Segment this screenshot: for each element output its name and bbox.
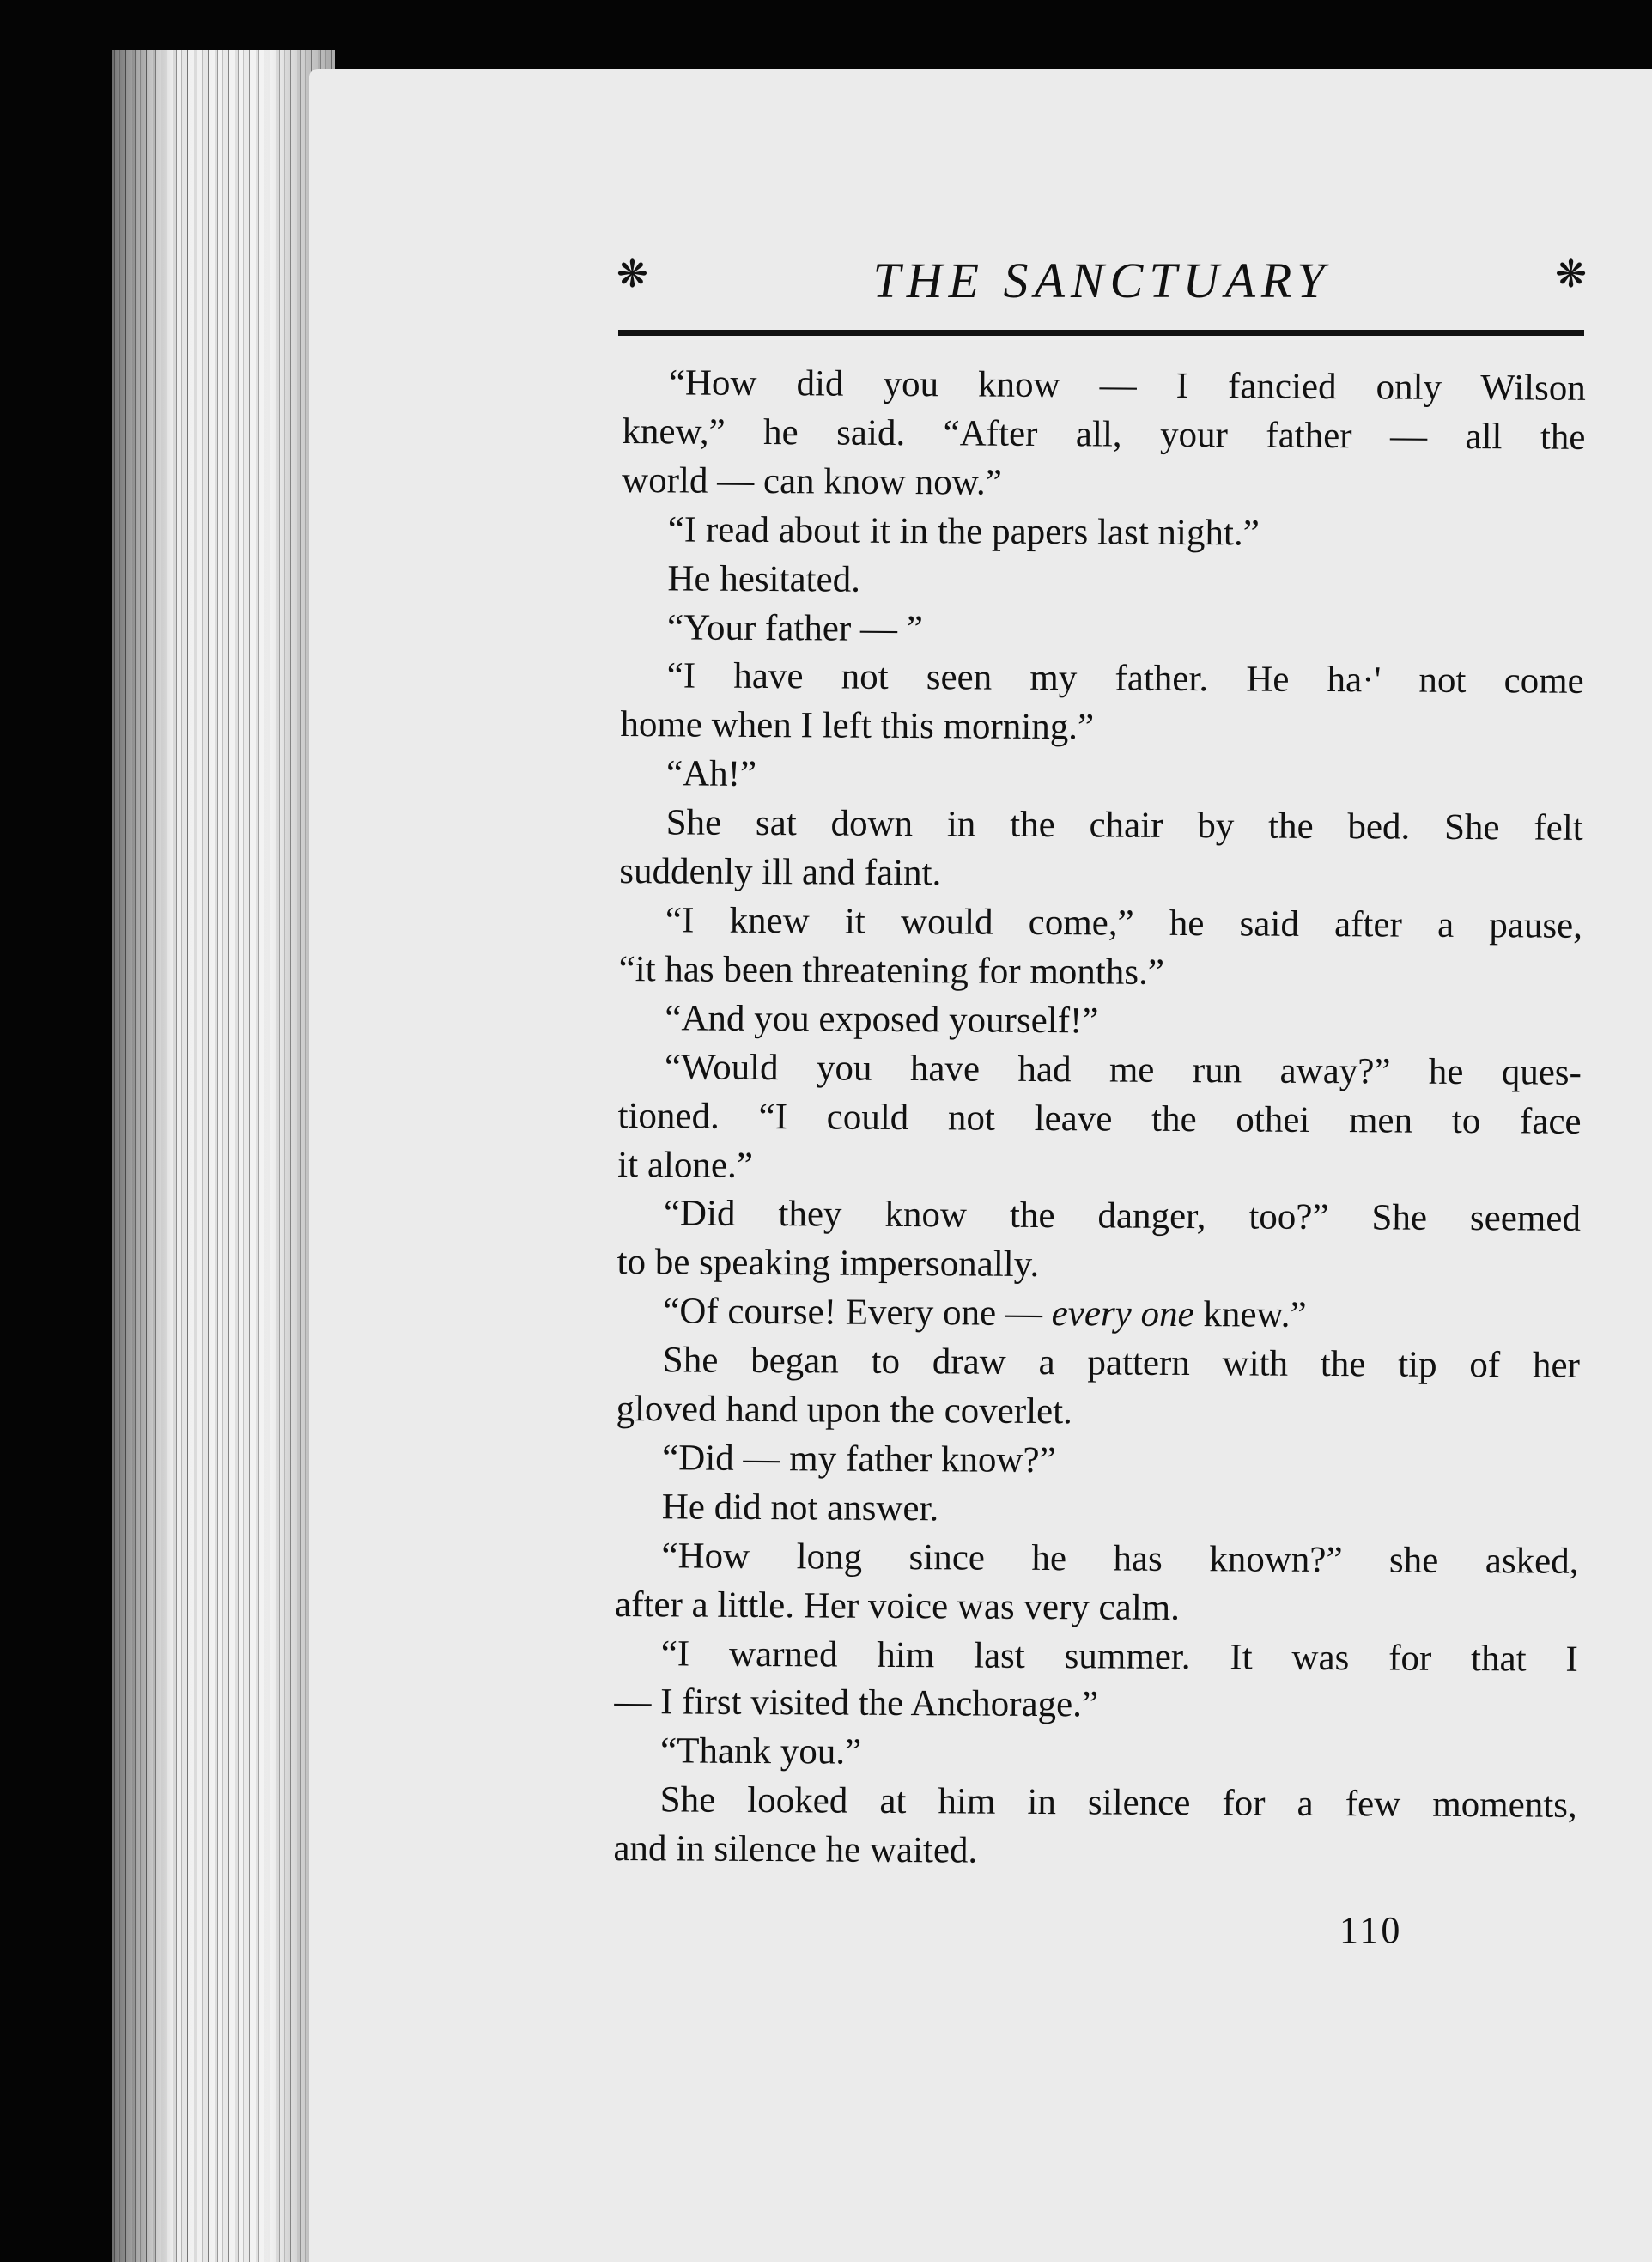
- text-line: “I knew it would come,” he said after a pause,: [665, 900, 1583, 946]
- body-text: [613, 359, 1586, 1880]
- text-line: “Would you have had me run away?” he ques-: [664, 1047, 1582, 1093]
- text-line: “Ah!”: [665, 753, 757, 795]
- text-line: “How did you know — I fancied only Wilson: [668, 362, 1586, 409]
- text-line: “Your father — ”: [666, 606, 923, 649]
- text-line: knew,” he said. “After all, your father — all the: [622, 410, 1586, 458]
- text-line: “And you exposed yourself!”: [665, 998, 1099, 1042]
- left-ornament-icon: ❋: [616, 253, 648, 295]
- text-line: “Did they know the danger, too?” She seemed: [663, 1193, 1582, 1240]
- text-line: “it has been threatening for months.”: [618, 948, 1165, 993]
- text-line: “How long since he has known?” she asked,: [661, 1535, 1579, 1582]
- text-line: home when I left this morning.”: [620, 704, 1095, 748]
- text-line: gloved hand upon the coverlet.: [616, 1389, 1073, 1432]
- text-line: She began to draw a pattern with the tip of her: [662, 1340, 1581, 1386]
- header-rule: [618, 330, 1584, 336]
- text-line: “I read about it in the papers last night.”: [667, 509, 1260, 554]
- emphasis-text: every one: [1051, 1293, 1194, 1335]
- text-line: He did not answer.: [661, 1487, 939, 1529]
- text-line: “I have not seen my father. He ha·' not come: [666, 655, 1584, 702]
- text-line: and in silence he waited.: [613, 1828, 978, 1871]
- text-line: “Of course! Every one — every one knew.”: [663, 1291, 1307, 1336]
- page-edges: [112, 50, 335, 2262]
- page-header: [616, 249, 1587, 318]
- text-line: “Thank you.”: [659, 1730, 862, 1773]
- text-line: He hesitated.: [667, 557, 861, 600]
- text-line: — I first visited the Anchorage.”: [614, 1681, 1099, 1725]
- text-line: after a little. Her voice was very calm.: [614, 1584, 1181, 1628]
- text-line: She sat down in the chair by the bed. She felt: [665, 802, 1583, 848]
- text-line: world — can know now.”: [621, 459, 1002, 503]
- running-head: THE SANCTUARY: [872, 252, 1331, 308]
- text-line: “Did — my father know?”: [662, 1438, 1056, 1481]
- text-line: it alone.”: [617, 1144, 754, 1186]
- text-line: tioned. “I could not leave the othei men to face: [617, 1095, 1582, 1142]
- text-line: “I warned him last summer. It was for that I: [660, 1633, 1578, 1680]
- text-line: She looked at him in silence for a few moments,: [659, 1779, 1577, 1827]
- text-line: to be speaking impersonally.: [616, 1242, 1040, 1286]
- page-number: 110: [1339, 1909, 1403, 1951]
- text-line: suddenly ill and faint.: [619, 851, 942, 894]
- right-ornament-icon: ❋: [1555, 253, 1587, 295]
